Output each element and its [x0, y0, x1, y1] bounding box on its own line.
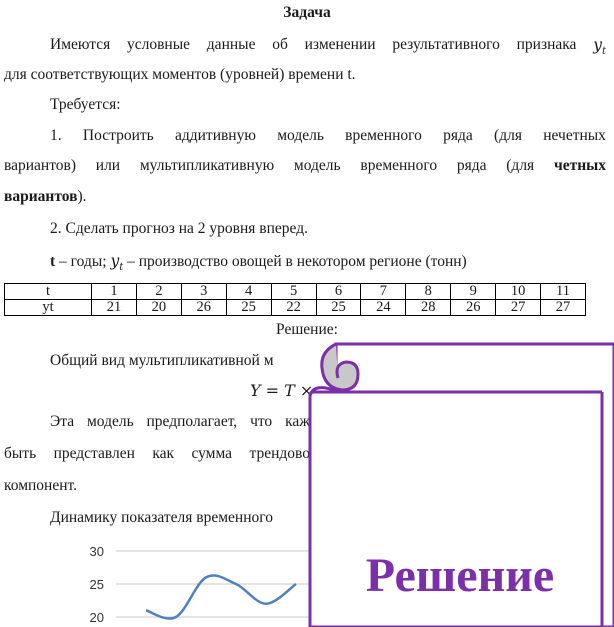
word: нечетных: [543, 127, 606, 144]
table-cell: 24: [361, 300, 406, 316]
required-label: Требуется:: [50, 96, 121, 113]
word: аддитивную: [174, 127, 256, 144]
word: модель: [86, 413, 134, 430]
word: ряда: [456, 157, 487, 174]
y-tick-label: 30: [89, 544, 104, 559]
table-cell: 21: [92, 300, 137, 316]
solution-paragraph-4: компонент.: [4, 477, 78, 494]
bold-word: вариантов: [4, 188, 78, 205]
word: или: [95, 157, 121, 174]
solution-heading: Решение:: [276, 321, 338, 338]
word: что: [250, 413, 273, 430]
table-cell: 28: [406, 300, 451, 316]
word: ряда: [443, 127, 473, 144]
word: предполагает,: [146, 413, 238, 430]
word: данные: [206, 36, 256, 53]
word: быть: [4, 445, 37, 462]
table-cell: 3: [181, 284, 226, 300]
table-cell: 2: [136, 284, 181, 300]
word: каж: [285, 413, 310, 430]
word: Эта: [50, 413, 75, 430]
word: результативного: [392, 36, 500, 53]
solution-paragraph-1: Общий вид мультипликативной м: [50, 352, 274, 369]
table-cell: 9: [451, 284, 496, 300]
task-heading: Задача: [283, 4, 331, 21]
variable-y-t: $y_t$: [110, 252, 124, 274]
word: представлен: [53, 445, 135, 462]
word: временного: [345, 127, 422, 144]
table-cell: 10: [496, 284, 541, 300]
word: сумма: [191, 445, 233, 462]
table-cell: 22: [271, 300, 316, 316]
word: условные: [127, 36, 191, 53]
task-2: 2. Сделать прогноз на 2 уровня вперед.: [50, 220, 308, 237]
table-cell: 26: [451, 300, 496, 316]
row-header-yt: yt: [5, 300, 92, 316]
table-cell: 26: [181, 300, 226, 316]
y-description: – производство овощей в некотором регионе (тонн): [123, 253, 467, 270]
word: вариантов): [4, 157, 77, 174]
table-cell: 7: [361, 284, 406, 300]
table-cell: 1: [92, 284, 137, 300]
word: об: [272, 36, 288, 53]
table-cell: 20: [136, 300, 181, 316]
punctuation: ).: [77, 188, 87, 205]
word: (для: [506, 157, 535, 174]
word: мультипликативную: [139, 157, 275, 174]
word: временного: [360, 157, 438, 174]
table-cell: 25: [226, 300, 271, 316]
table-cell: 5: [271, 284, 316, 300]
overlay-solution-label: Решение: [365, 549, 555, 602]
word: признака: [516, 36, 577, 53]
table-cell: 4: [226, 284, 271, 300]
word: трендово: [249, 445, 310, 462]
t-description: – годы;: [55, 253, 111, 270]
dynamics-line: Динамику показателя временного: [50, 509, 273, 526]
paragraph-1-line-2: для соответствующих моментов (уровней) времени t.: [4, 66, 356, 83]
formula: Y = T ×: [250, 381, 314, 400]
word: модель: [277, 127, 324, 144]
table-cell: 25: [316, 300, 361, 316]
bold-word: четных: [553, 157, 606, 174]
word: изменении: [304, 36, 376, 53]
row-header-t: t: [5, 284, 92, 300]
word: (для: [494, 127, 522, 144]
table-cell: 8: [406, 284, 451, 300]
table-cell: 11: [541, 284, 586, 300]
variable-y-t: $y_t$: [593, 36, 606, 58]
word: Построить: [82, 127, 154, 144]
table-cell: 27: [496, 300, 541, 316]
word: 1.: [50, 127, 62, 144]
word: Имеются: [50, 36, 111, 53]
word: как: [152, 445, 175, 462]
t-symbol: t: [50, 253, 56, 270]
y-tick-label: 20: [89, 610, 104, 625]
y-tick-label: 25: [89, 577, 104, 592]
table-cell: 27: [541, 300, 586, 316]
word: модель: [293, 157, 341, 174]
table-cell: 6: [316, 284, 361, 300]
